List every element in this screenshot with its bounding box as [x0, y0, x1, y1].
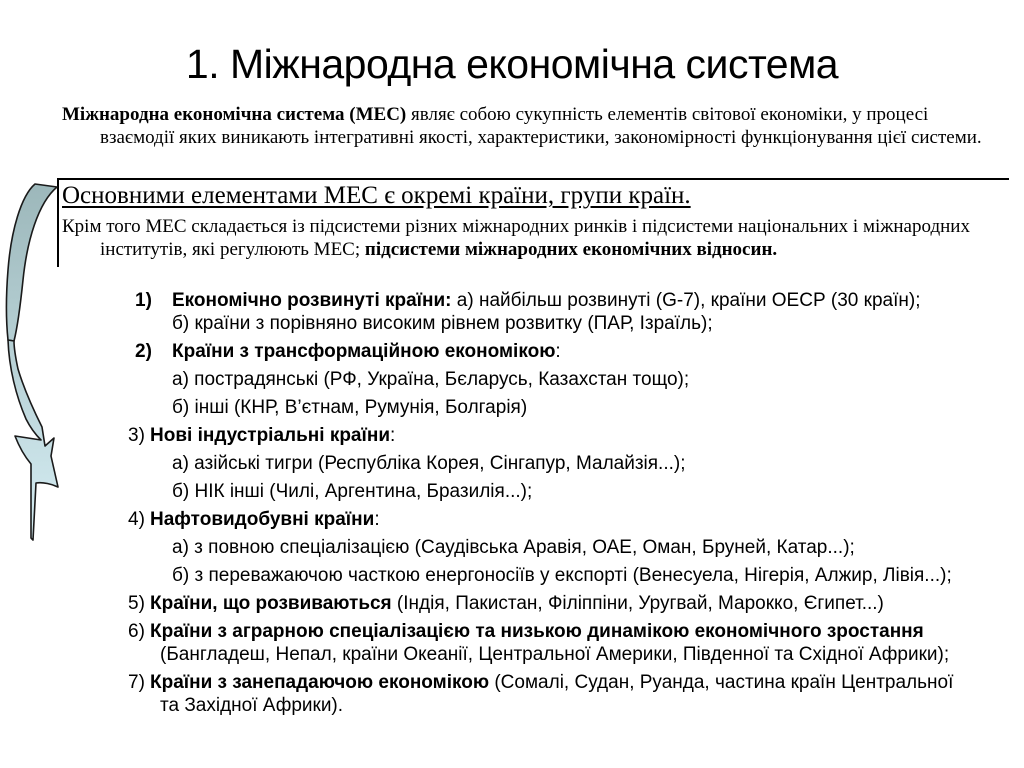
arrow-upper-band	[7, 184, 58, 341]
list-item-label: Нафтовидобувні країни	[150, 509, 375, 530]
list-subitem: б) НІК інші (Чилі, Аргентина, Бразилія...);	[172, 481, 533, 502]
list-item	[100, 340, 960, 363]
list-item	[100, 289, 960, 312]
list-item-continuation: б) країни з порівняно високим рівнем розвитку (ПАР, Ізраїль);	[172, 313, 713, 334]
list-item-number: 2)	[135, 341, 152, 362]
list-item-label: Країни з занепадаючою економікою	[150, 672, 490, 693]
key-statement-text: Основними елементами МЕС є окремі країни, групи країн.	[62, 182, 691, 209]
list-item-number: 6)	[128, 621, 145, 642]
subsystems-paragraph	[62, 215, 992, 261]
list-item-number: 3)	[128, 425, 145, 446]
list-item-rest: :	[555, 341, 561, 362]
list-item-label: Країни з аграрною спеціалізацією та низькою динамікою економічного зростання	[150, 621, 924, 642]
list-subitem: а) з повною спеціалізацією (Саудівська Аравія, ОАЕ, Оман, Бруней, Катар...);	[172, 537, 855, 558]
list-item-rest: :	[374, 509, 380, 530]
list-item-number: 4)	[128, 509, 145, 530]
intro-paragraph	[62, 103, 992, 149]
subsystems-regular: Крім того МЕС складається із підсистеми різних міжнародних ринків і підсистеми національних і міжнародних інститутів, які регулюють МЕС;	[62, 216, 970, 260]
list-item-number: 5)	[128, 593, 145, 614]
list-item-number: 7)	[128, 672, 145, 693]
arrow-lower-band-and-head	[8, 340, 58, 540]
list-item-rest: (Сомалі, Судан, Руанда, частина країн Центральної та Західної Африки).	[160, 672, 954, 716]
key-statement	[62, 181, 1002, 211]
list-item-label: Країни з трансформаційною економікою	[172, 341, 556, 362]
country-groups-list	[100, 289, 960, 717]
intro-rest: являє собою сукупність елементів світової економіки, у процесі взаємодії яких виникають інтегративні якості, характеристики, закономірності функціонування цієї системи.	[100, 104, 982, 148]
list-item	[100, 671, 960, 717]
list-item-rest: (Бангладеш, Непал, країни Океанії, Центральної Америки, Південної та Східної Африки);	[160, 644, 950, 665]
list-item	[100, 620, 960, 666]
subsystems-bold: підсистеми міжнародних економічних відносин.	[364, 239, 778, 260]
list-item-rest: а) найбільш розвинуті (G-7), країни ОЕСР (30 країн);	[451, 290, 921, 311]
curved-arrow-shape	[2, 183, 68, 545]
intro-term: Міжнародна економічна система (МЕС)	[62, 104, 407, 125]
list-item-rest: (Індія, Пакистан, Філіппіни, Уругвай, Марокко, Єгипет...)	[391, 593, 884, 614]
list-item	[100, 424, 960, 447]
list-subitem: б) інші (КНР, В’єтнам, Румунія, Болгарія)	[172, 397, 528, 418]
list-subitem: а) пострадянські (РФ, Україна, Бєларусь, Казахстан тощо);	[172, 369, 690, 390]
list-item-label: Економічно розвинуті країни:	[172, 290, 452, 311]
list-subitem: а) азійські тигри (Республіка Корея, Сінгапур, Малайзія...);	[172, 453, 686, 474]
list-subitem: б) з переважаючою часткою енергоносіїв у експорті (Венесуела, Нігерія, Алжир, Лівія...);	[172, 565, 952, 586]
list-item-label: Країни, що розвиваються	[150, 593, 392, 614]
list-item	[100, 592, 960, 615]
list-item-rest: :	[390, 425, 396, 446]
list-item	[100, 508, 960, 531]
slide-title: 1. Міжнародна економічна система	[185, 41, 839, 87]
list-item-number: 1)	[135, 290, 152, 311]
list-item-label: Нові індустріальні країни	[150, 425, 390, 446]
